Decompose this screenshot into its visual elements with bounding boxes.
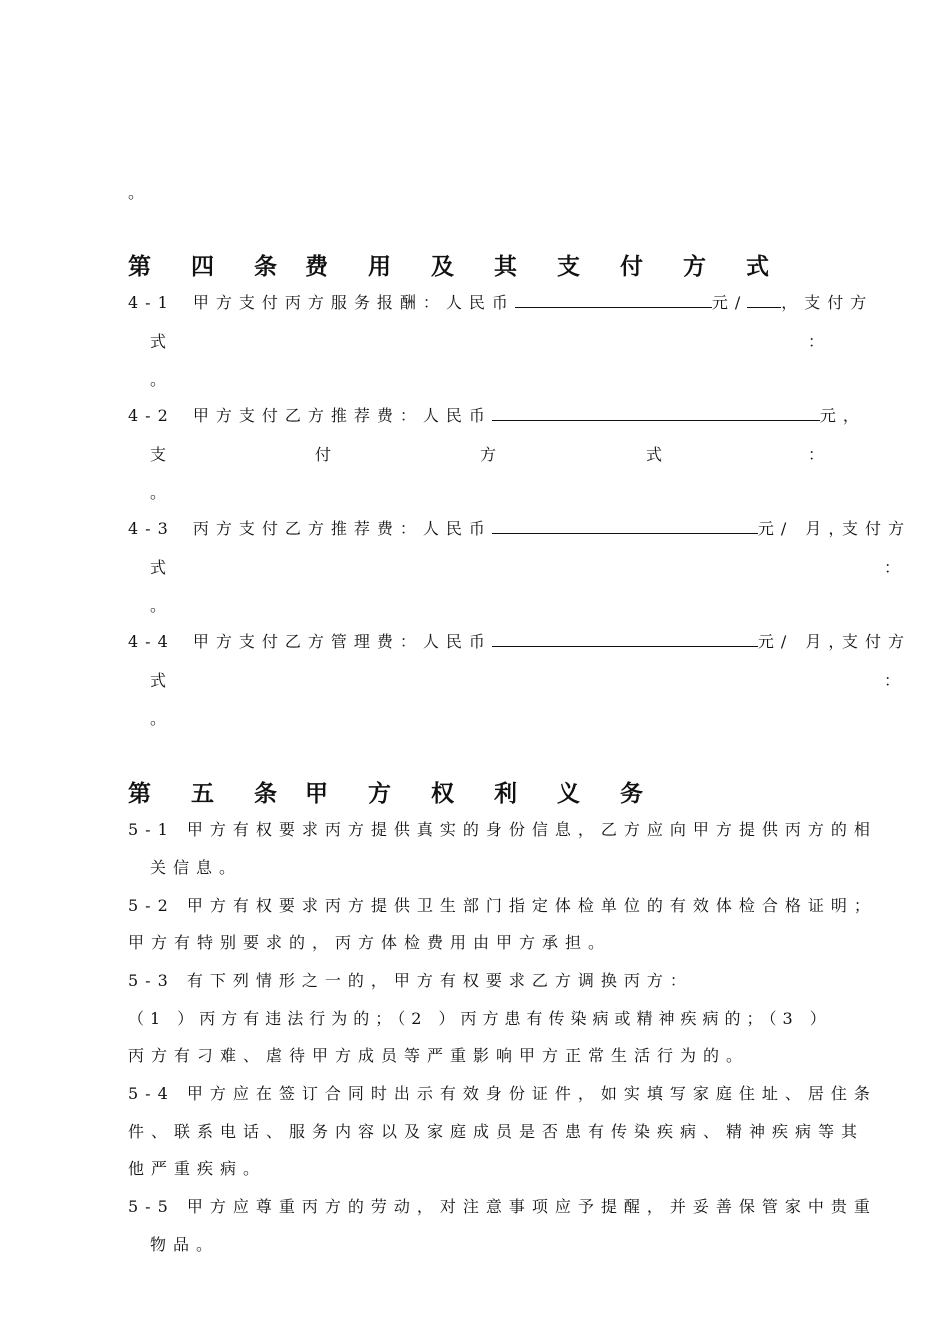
clause-4-3-colon: ：: [884, 558, 901, 577]
payment-method-label: ，支付方: [781, 293, 874, 312]
clause-4-2-colon: ：: [808, 445, 825, 464]
clause-text: 甲方支付乙方推荐费：人民币: [192, 406, 492, 425]
clause-4-1-colon: ：: [808, 332, 825, 351]
article-4-number: 第 四 条: [128, 253, 294, 280]
clause-number: 4-1: [128, 293, 175, 312]
art5-line-7: 丙方有刁难、虐待甲方成员等严重影响甲方正常生活行为的。: [128, 1046, 750, 1065]
clause-text: 丙方支付乙方推荐费：人民币: [192, 519, 492, 538]
art5-line-5: 5-3 有下列情形之一的，甲方有权要求乙方调换丙方：: [128, 971, 693, 990]
article-5-number: 第 五 条: [128, 780, 294, 807]
article-4-title: 费 用 及 其 支 付 方 式: [305, 253, 786, 280]
top-period: 。: [128, 183, 145, 202]
art5-line-9: 件、联系电话、服务内容以及家庭成员是否患有传染疾病、精神疾病等其: [128, 1122, 865, 1141]
clause-text: 甲方支付丙方服务报酬：人民币: [192, 293, 515, 312]
art5-line-12: 物品。: [150, 1235, 220, 1254]
clause-number: 4-2: [128, 406, 175, 425]
art5-line-10: 他严重疾病。: [128, 1159, 267, 1178]
clause-text: 甲方支付乙方管理费：人民币: [192, 632, 492, 651]
unit-text: 元/ 月，: [757, 632, 852, 651]
unit-text: 元，: [819, 406, 866, 425]
clause-4-4-period: 。: [150, 709, 167, 728]
art5-line-2: 关信息。: [150, 858, 243, 877]
amount-blank: [492, 406, 820, 421]
clause-4-1-shi: 式: [150, 332, 167, 351]
clause-4-1: [128, 293, 873, 313]
clause-4-3-after: 支付方: [842, 519, 912, 538]
clause-4-3: [128, 519, 851, 539]
clause-4-4-shi: 式: [150, 671, 167, 690]
clause-4-1-period: 。: [150, 370, 167, 389]
clause-4-4: [128, 632, 851, 652]
clause-4-4-after: 支付方: [842, 632, 912, 651]
clause-number: 4-3: [128, 519, 175, 538]
unit-text: 元/: [711, 293, 748, 312]
amount-blank: [515, 293, 712, 308]
clause-4-2-w1: 支: [150, 445, 167, 464]
clause-number: 4-4: [128, 632, 175, 651]
clause-4-3-shi: 式: [150, 558, 167, 577]
art5-line-6: （1 ）丙方有违法行为的；（2 ）丙方患有传染病或精神疾病的；（3 ）: [128, 1009, 832, 1028]
amount-blank: [492, 632, 758, 647]
amount-blank: [492, 519, 758, 534]
unit-blank: [747, 293, 781, 308]
art5-line-1: 5-1 甲方有权要求丙方提供真实的身份信息，乙方应向甲方提供丙方的相: [128, 820, 877, 839]
art5-line-4: 甲方有特别要求的，丙方体检费用由甲方承担。: [128, 933, 612, 952]
art5-line-11: 5-5 甲方应尊重丙方的劳动，对注意事项应予提醒，并妥善保管家中贵重: [128, 1197, 877, 1216]
clause-4-2-w4: 式: [646, 445, 663, 464]
article-5-title: 甲 方 权 利 义 务: [305, 780, 660, 807]
clause-4-4-colon: ：: [884, 671, 901, 690]
art5-line-8: 5-4 甲方应在签订合同时出示有效身份证件，如实填写家庭住址、居住条: [128, 1084, 877, 1103]
clause-4-2-period: 。: [150, 483, 167, 502]
clause-4-3-period: 。: [150, 596, 167, 615]
clause-4-2-w3: 方: [480, 445, 497, 464]
unit-text: 元/ 月，: [757, 519, 852, 538]
clause-4-2: [128, 406, 866, 426]
art5-line-3: 5-2 甲方有权要求丙方提供卫生部门指定体检单位的有效体检合格证明；: [128, 896, 877, 915]
clause-4-2-w2: 付: [315, 445, 332, 464]
